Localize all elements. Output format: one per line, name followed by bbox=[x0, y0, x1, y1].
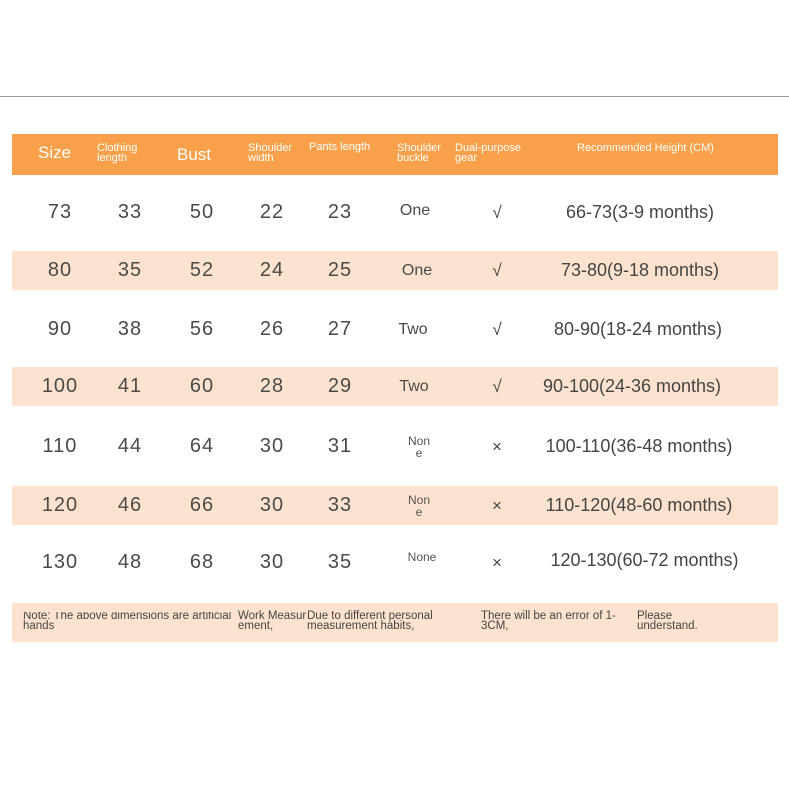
cell-shoulder-width: 30 bbox=[259, 494, 285, 516]
cell-recommended-height: 80-90(18-24 months) bbox=[553, 319, 723, 339]
cell-pants-length: 27 bbox=[327, 318, 353, 340]
table-row bbox=[12, 310, 778, 349]
cell-shoulder-width: 26 bbox=[259, 318, 285, 340]
top-divider bbox=[0, 96, 789, 97]
table-row bbox=[12, 486, 778, 525]
cell-clothing-length: 33 bbox=[117, 201, 143, 223]
cell-pants-length: 25 bbox=[327, 259, 353, 281]
cell-bust: 50 bbox=[189, 201, 215, 223]
cell-shoulder-buckle: One bbox=[399, 202, 431, 219]
table-row bbox=[12, 193, 778, 232]
size-table-header bbox=[12, 134, 778, 175]
cell-shoulder-buckle: None bbox=[407, 433, 430, 460]
cell-shoulder-width: 30 bbox=[259, 551, 285, 573]
cell-size: 110 bbox=[42, 435, 78, 457]
cell-clothing-length: 46 bbox=[117, 494, 143, 516]
note-part-4: There will be an error of 1-3CM, bbox=[481, 610, 616, 632]
note-part-2: Work Measurement, bbox=[238, 610, 307, 632]
cell-clothing-length: 41 bbox=[117, 375, 143, 397]
cell-shoulder-buckle: One bbox=[401, 261, 433, 279]
cell-shoulder-buckle: Two bbox=[399, 377, 429, 395]
cell-recommended-height: 100-110(36-48 months) bbox=[545, 436, 733, 456]
table-row bbox=[12, 427, 778, 466]
cell-pants-length: 33 bbox=[327, 494, 353, 516]
cell-clothing-length: 35 bbox=[117, 259, 143, 281]
cell-dual-purpose-check-icon: √ bbox=[492, 202, 502, 222]
cell-shoulder-width: 22 bbox=[259, 201, 285, 223]
cell-pants-length: 31 bbox=[327, 435, 353, 457]
note-part-3: Due to different personal measurement habits, bbox=[307, 610, 433, 632]
cell-size: 73 bbox=[47, 201, 73, 223]
cell-shoulder-buckle: None bbox=[407, 492, 430, 519]
measurement-note bbox=[12, 603, 778, 642]
cell-bust: 56 bbox=[189, 318, 215, 340]
cell-size: 120 bbox=[41, 494, 79, 516]
header-shoulder-buckle: Shoulder buckle bbox=[397, 142, 442, 165]
cell-shoulder-width: 24 bbox=[259, 259, 285, 281]
cell-pants-length: 23 bbox=[327, 201, 353, 223]
table-row bbox=[12, 367, 778, 406]
cell-bust: 68 bbox=[189, 551, 215, 573]
cell-pants-length: 35 bbox=[327, 551, 353, 573]
header-shoulder-width: Shoulder width bbox=[248, 142, 293, 165]
cell-dual-purpose-check-icon: √ bbox=[492, 319, 502, 339]
cell-clothing-length: 44 bbox=[117, 435, 143, 457]
cell-recommended-height: 73-80(9-18 months) bbox=[560, 260, 720, 280]
cell-bust: 52 bbox=[189, 259, 215, 281]
cell-size: 90 bbox=[47, 318, 73, 340]
cell-size: 100 bbox=[41, 375, 79, 397]
cell-recommended-height: 66-73(3-9 months) bbox=[565, 202, 715, 222]
table-row bbox=[12, 543, 778, 582]
header-size: Size bbox=[38, 143, 72, 162]
note-part-5: Please understand. bbox=[637, 610, 698, 632]
table-row bbox=[12, 251, 778, 290]
cell-clothing-length: 48 bbox=[117, 551, 143, 573]
cell-clothing-length: 38 bbox=[117, 318, 143, 340]
cell-pants-length: 29 bbox=[327, 375, 353, 397]
cell-dual-purpose-cross-icon: × bbox=[492, 552, 502, 572]
cell-bust: 64 bbox=[189, 435, 215, 457]
cell-bust: 60 bbox=[189, 375, 215, 397]
header-pants-length: Pants length bbox=[309, 141, 371, 153]
cell-dual-purpose-check-icon: √ bbox=[492, 376, 502, 396]
cell-dual-purpose-cross-icon: × bbox=[492, 436, 502, 456]
cell-shoulder-buckle: Two bbox=[398, 320, 428, 338]
cell-dual-purpose-cross-icon: × bbox=[492, 495, 502, 515]
cell-recommended-height: 90-100(24-36 months) bbox=[542, 376, 722, 396]
cell-dual-purpose-check-icon: √ bbox=[492, 260, 502, 280]
cell-size: 130 bbox=[41, 551, 79, 573]
header-bust: Bust bbox=[177, 145, 212, 164]
note-part-1: Note: The above dimensions are artificial hands bbox=[23, 612, 232, 632]
cell-shoulder-buckle: None bbox=[407, 550, 437, 564]
cell-shoulder-width: 28 bbox=[259, 375, 285, 397]
cell-bust: 66 bbox=[189, 494, 215, 516]
header-recommended-height: Recommended Height (CM) bbox=[577, 142, 714, 154]
cell-size: 80 bbox=[47, 259, 73, 281]
cell-recommended-height: 110-120(48-60 months) bbox=[545, 495, 733, 515]
header-clothing-length: Clothing length bbox=[97, 142, 138, 165]
cell-shoulder-width: 30 bbox=[259, 435, 285, 457]
header-dual-purpose-gear: Dual-purpose gear bbox=[455, 142, 522, 165]
cell-recommended-height: 120-130(60-72 months) bbox=[550, 550, 739, 570]
